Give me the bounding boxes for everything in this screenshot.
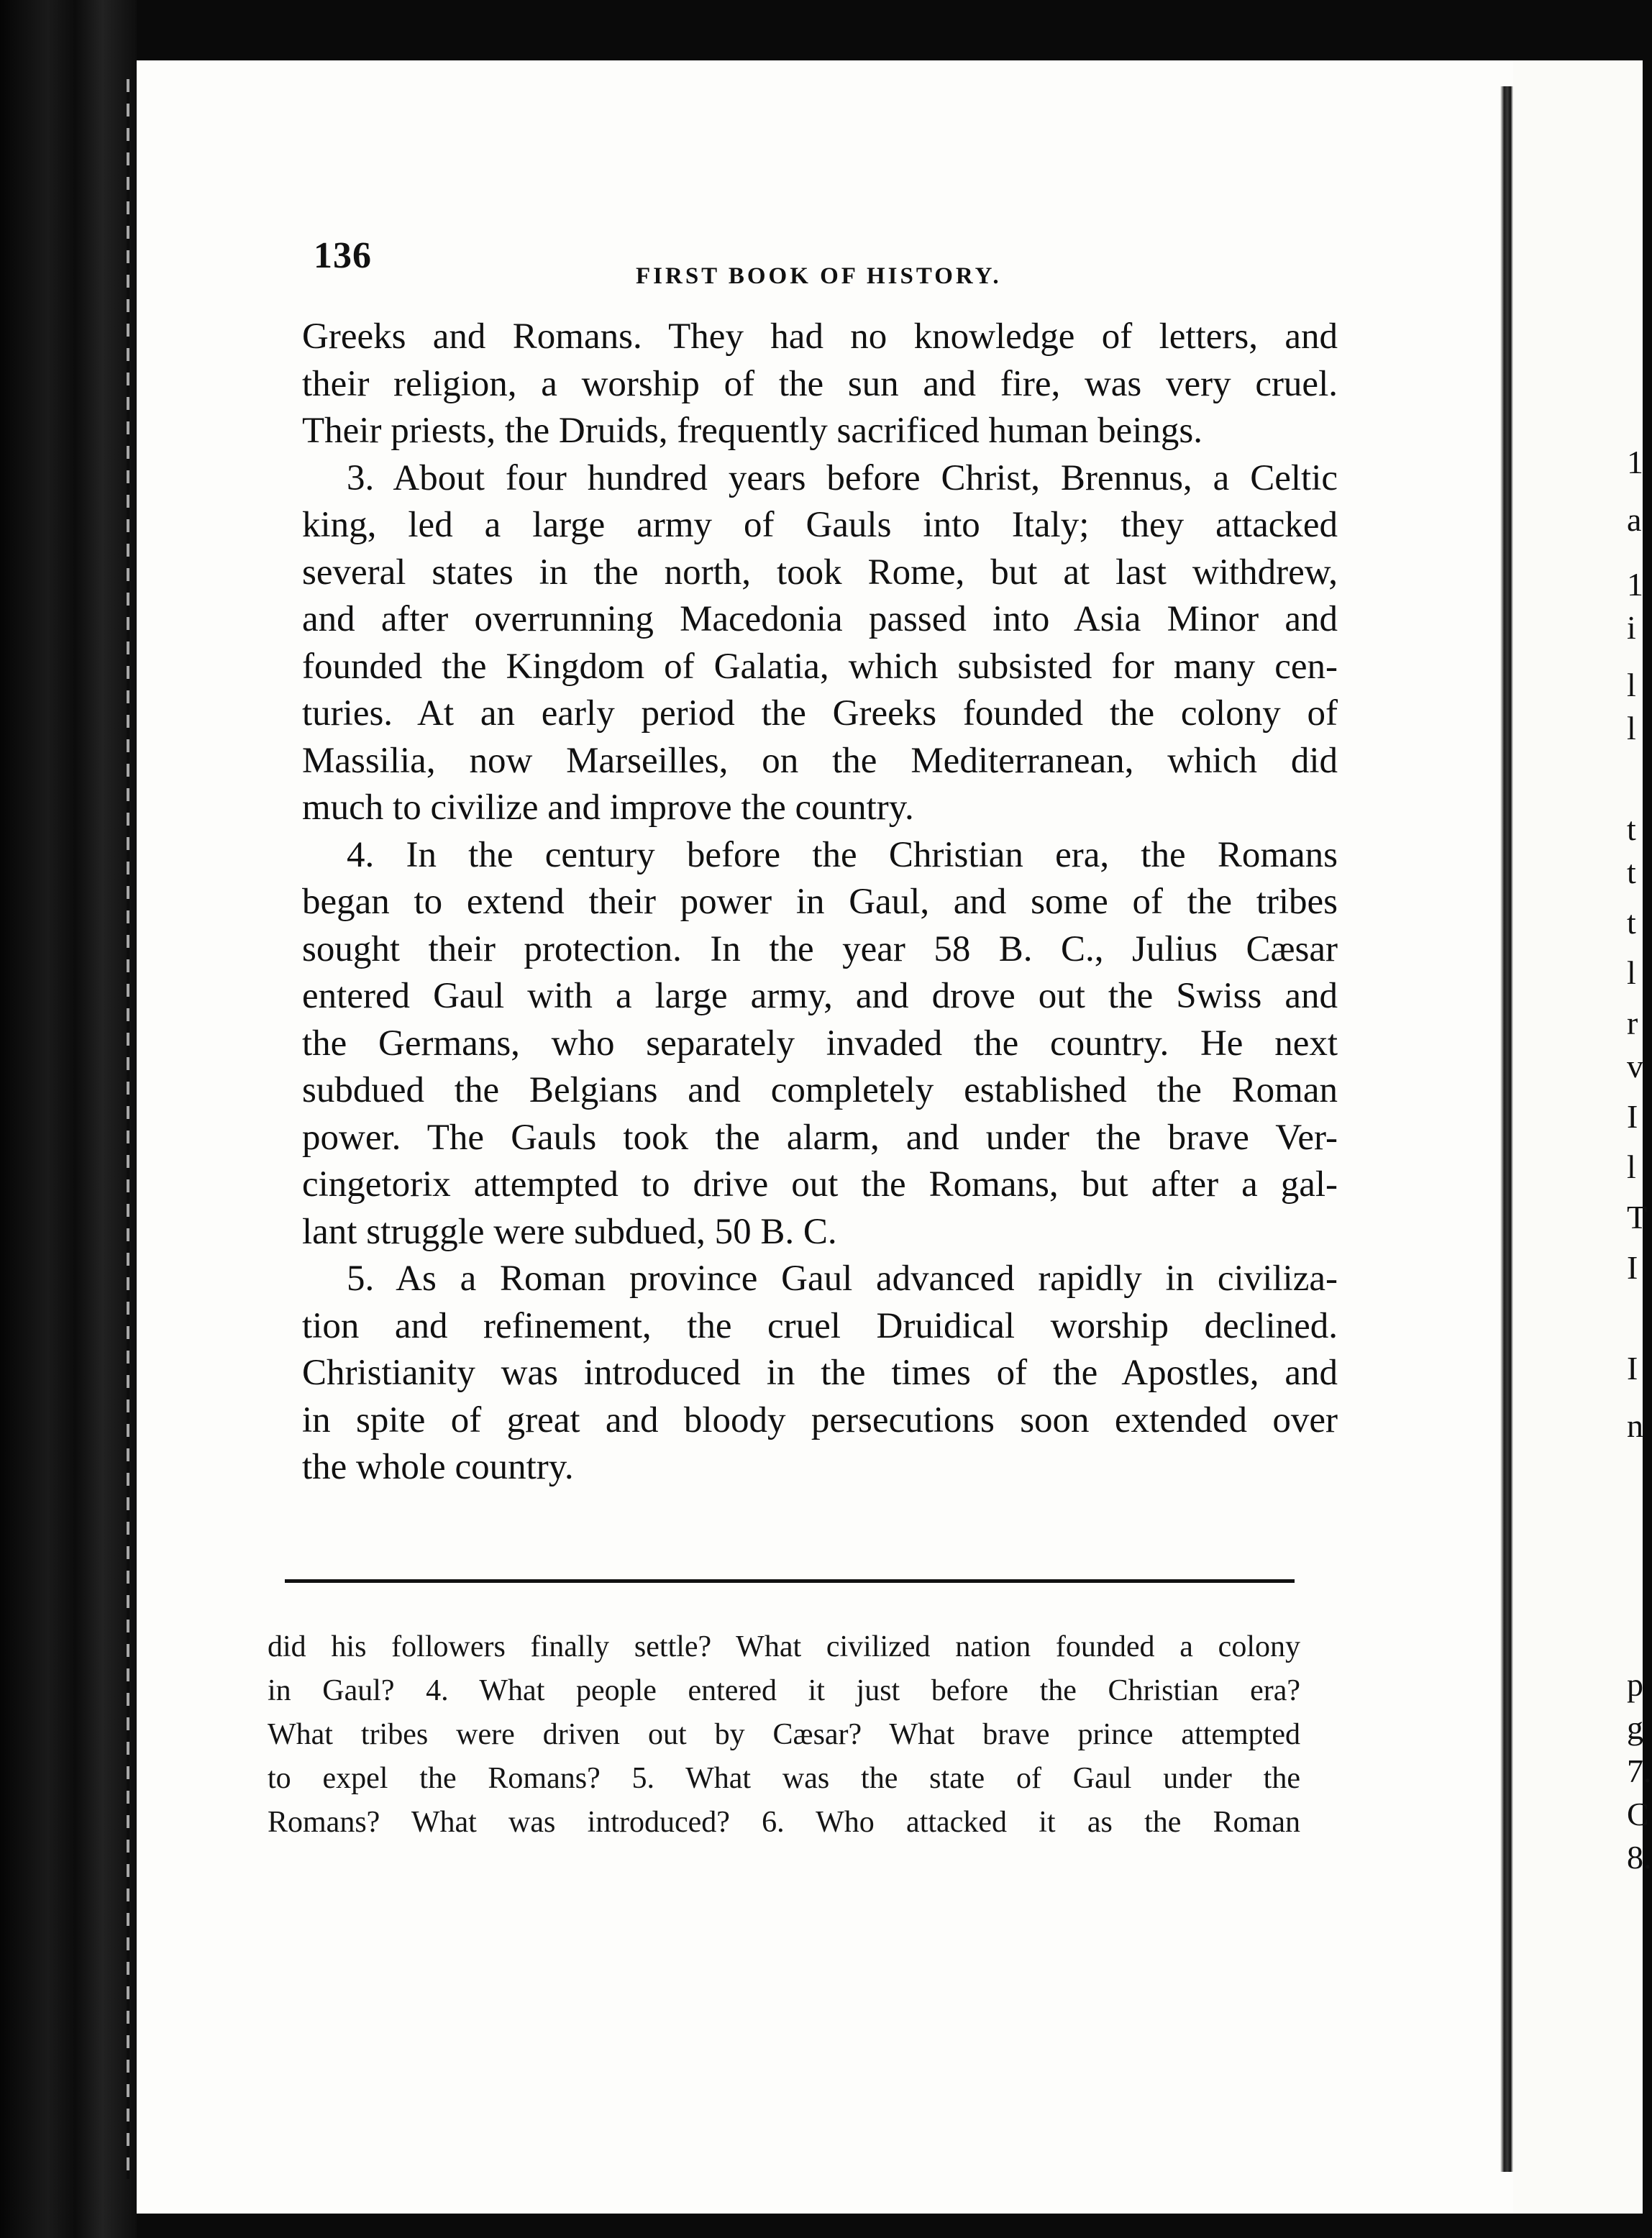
main-text [302,314,1338,1492]
adjacent-page-glyph: 1 [1627,566,1643,603]
adjacent-page-glyph: I [1627,1350,1638,1387]
text-line: power. The Gauls took the alarm, and under the brave Ver- [302,1117,1338,1158]
running-title: FIRST BOOK OF HISTORY. [636,263,1002,289]
text-line: the whole country. [302,1447,574,1487]
page-number: 136 [314,235,372,276]
adjacent-page-glyph: T [1627,1199,1648,1236]
adjacent-page-glyph: t [1627,854,1636,890]
text-line: and after overrunning Macedonia passed into Asia Minor and [302,599,1338,639]
adjacent-page-glyph: p [1627,1666,1643,1703]
adjacent-page-glyph: 7. [1627,1753,1652,1789]
adjacent-page-glyph: C [1627,1796,1649,1832]
text-line: 3. About four hundred years before Christ, Brennus, a Celtic [347,457,1338,498]
adjacent-page-glyph: t [1627,904,1636,941]
book-binding-edge [0,0,137,2238]
study-questions [268,1625,1300,1845]
question-line: to expel the Romans? 5. What was the state of Gaul under the [268,1762,1300,1795]
paragraph-4 [302,832,1338,1256]
adjacent-page-glyph: 8. [1627,1839,1652,1876]
adjacent-page [1513,60,1643,2214]
text-line: 4. In the century before the Christian era, the Romans [347,834,1338,875]
paragraph-5 [302,1256,1338,1492]
footnote-divider [285,1579,1295,1583]
adjacent-page-glyph: l [1627,710,1636,746]
adjacent-page-glyph: I [1627,1098,1638,1135]
page-header [314,234,1342,292]
adjacent-page-glyph: l [1627,954,1636,991]
text-line: Christianity was introduced in the times of the Apostles, and [302,1353,1338,1393]
adjacent-page-glyph: v [1627,1048,1643,1084]
adjacent-page-glyph: a [1627,501,1642,538]
text-line: sought their protection. In the year 58 B. C., Julius Cæsar [302,928,1338,969]
text-line: much to civilize and improve the country. [302,787,914,828]
adjacent-page-glyph: r [1627,1005,1638,1041]
text-line: tion and refinement, the cruel Druidical worship declined. [302,1305,1338,1346]
adjacent-page-glyph: i [1627,609,1636,646]
text-line: Greeks and Romans. They had no knowledge of letters, and [302,316,1338,357]
text-line: Their priests, the Druids, frequently sacrificed human beings. [302,411,1203,451]
text-line: in spite of great and bloody persecutions soon extended over [302,1399,1338,1440]
text-line: cingetorix attempted to drive out the Romans, but after a gal- [302,1164,1338,1205]
text-line: their religion, a worship of the sun and fire, was very cruel. [302,363,1338,404]
question-line: did his followers finally settle? What civilized nation founded a colony [268,1630,1300,1663]
paragraph-continuation [302,314,1338,455]
adjacent-page-glyph: t [1627,810,1636,847]
adjacent-page-glyph: n [1627,1407,1643,1444]
text-line: lant struggle were subdued, 50 B. C. [302,1211,837,1252]
adjacent-page-glyph: I [1627,1249,1638,1286]
question-line: in Gaul? 4. What people entered it just before the Christian era? [268,1674,1300,1707]
text-line: several states in the north, took Rome, but at last withdrew, [302,552,1338,593]
text-line: Massilia, now Marseilles, on the Mediterranean, which did [302,740,1338,781]
paragraph-3 [302,455,1338,832]
adjacent-page-glyph: l [1627,667,1636,703]
text-line: subdued the Belgians and completely established the Roman [302,1070,1338,1110]
text-line: began to extend their power in Gaul, and some of the tribes [302,882,1338,922]
text-line: entered Gaul with a large army, and drove out the Swiss and [302,976,1338,1016]
binding-stitch-line [127,79,129,2179]
adjacent-page-glyph: l [1627,1148,1636,1185]
question-line: Romans? What was introduced? 6. Who attacked it as the Roman [268,1806,1300,1839]
text-line: founded the Kingdom of Galatia, which subsisted for many cen- [302,646,1338,687]
text-line: turies. At an early period the Greeks founded the colony of [302,693,1338,734]
adjacent-page-glyph: g [1627,1709,1643,1746]
text-line: king, led a large army of Gauls into Italy; they attacked [302,505,1338,545]
question-line: What tribes were driven out by Cæsar? What brave prince attempted [268,1718,1300,1751]
text-line: 5. As a Roman province Gaul advanced rapidly in civiliza- [347,1259,1338,1299]
text-line: the Germans, who separately invaded the country. He next [302,1023,1338,1064]
page-gutter [1500,86,1513,2172]
adjacent-page-glyph: 1 [1627,444,1643,480]
